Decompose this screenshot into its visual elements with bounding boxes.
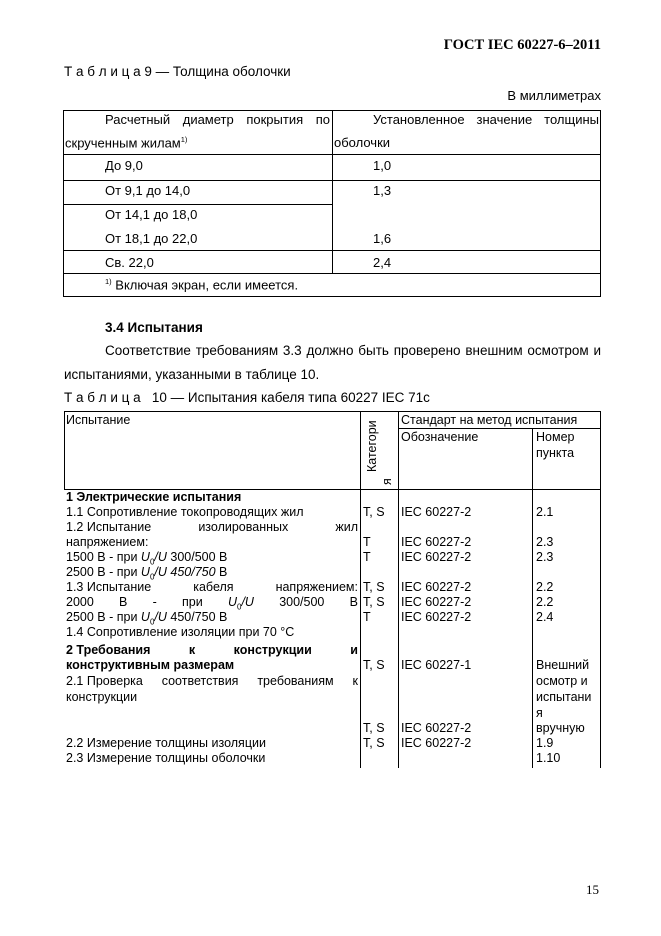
test-word <box>228 595 254 615</box>
table9-header-thickness-line2: оболочки <box>334 135 391 150</box>
table10-category-cell: T, S <box>363 580 385 594</box>
table10-clause-cell: вручную <box>536 721 585 735</box>
section-paragraph-line1 <box>105 343 601 358</box>
table10-clause-cell: я <box>536 706 543 720</box>
test-text: 450/750 В <box>166 610 228 624</box>
voltage-symbol: /U <box>154 565 167 579</box>
table9-header-diameter-line1 <box>105 112 330 127</box>
voltage-subscript: 0 <box>149 557 155 567</box>
table10-category-cell: T, S <box>363 505 385 519</box>
test-word: 2000 <box>66 595 94 609</box>
table10-designation-cell: IEC 60227-2 <box>401 505 472 519</box>
table10-header-clause-line1: Номер <box>536 430 575 444</box>
table9-value-cell: 2,4 <box>373 255 392 270</box>
table9-header-thickness-line1 <box>373 112 599 127</box>
table10-designation-cell: IEC 60227-1 <box>401 658 472 672</box>
table10-category-cell: T, S <box>363 736 385 750</box>
table10-designation-cell: IEC 60227-2 <box>401 535 472 549</box>
header-word: диаметр <box>182 112 234 127</box>
table10-test-cell <box>66 520 358 535</box>
test-word: изолированных <box>198 520 289 534</box>
table10-header-standard: Стандарт на метод испытания <box>401 413 578 427</box>
header-word: толщины <box>544 112 599 127</box>
test-text: 2500 В - при <box>66 610 141 624</box>
paragraph-word: быть <box>358 343 389 358</box>
header-word: покрытия <box>246 112 304 127</box>
table10-designation-cell: IEC 60227-2 <box>401 580 472 594</box>
table10 <box>64 411 601 768</box>
voltage-symbol: /U <box>154 550 167 564</box>
test-word: 2 Требования <box>66 643 151 657</box>
test-word: 2.1 Проверка <box>66 674 143 688</box>
header-word: Расчетный <box>105 112 171 127</box>
table10-test-cell <box>66 580 358 595</box>
test-word: соответствия <box>161 674 239 688</box>
table10-header-test: Испытание <box>66 413 131 427</box>
table10-clause-cell: Внешний <box>536 658 590 672</box>
paragraph-word: должно <box>306 343 354 358</box>
table9-value-cell: 1,0 <box>373 158 392 173</box>
table9-range-cell: От 9,1 до 14,0 <box>105 183 191 198</box>
voltage-symbol: U <box>140 565 150 579</box>
table10-caption: Т а б л и ц а 10 — Испытания кабеля типа 60227 IEC 71c <box>64 390 430 405</box>
voltage-symbol: U <box>227 595 237 609</box>
table10-header-clause-line2: пункта <box>536 446 575 460</box>
table10-clause-cell: 2.2 <box>536 580 554 594</box>
paragraph-word: внешним <box>465 343 523 358</box>
table9-range-cell: До 9,0 <box>105 158 143 173</box>
table10-test-cell <box>66 674 358 689</box>
test-word: 1.2 Испытание <box>66 520 152 534</box>
test-text: 450/750 <box>166 565 216 579</box>
test-word: к <box>188 643 196 657</box>
voltage-subscript: 0 <box>237 602 242 612</box>
table9-column-divider <box>332 110 333 273</box>
table10-clause-cell: 2.3 <box>536 550 554 564</box>
paragraph-word: проверено <box>393 343 461 358</box>
paragraph-word: требованиям <box>195 343 279 358</box>
table10-test-cell: 1.4 Сопротивление изоляции при 70 °С <box>66 625 295 639</box>
section-heading: 3.4 Испытания <box>105 320 203 335</box>
table10-category-cell: T <box>363 550 371 564</box>
section-paragraph-line2: испытаниями, указанными в таблице 10. <box>64 367 320 382</box>
voltage-symbol: U <box>140 610 150 624</box>
test-text: 2500 В - при <box>66 565 141 579</box>
table10-category-cell: T, S <box>363 721 385 735</box>
test-word: 300/500 <box>279 595 325 609</box>
table9-row-line <box>63 204 333 205</box>
table10-clause-cell: осмотр и <box>536 674 588 688</box>
footnote-marker: 1) <box>180 135 188 144</box>
table9-row-line <box>63 180 601 181</box>
table10-category-cell: T <box>363 535 371 549</box>
footnote-text: Включая экран, если имеется. <box>115 277 299 293</box>
test-word: требованиям <box>257 674 334 688</box>
test-word: 1.3 Испытание <box>66 580 152 594</box>
test-word: при <box>182 595 203 609</box>
document-standard-header: ГОСТ IEC 60227-6–2011 <box>443 37 601 53</box>
test-word: - <box>152 595 157 609</box>
table10-designation-cell: IEC 60227-2 <box>401 595 472 609</box>
header-word: значение <box>476 112 533 127</box>
table9-units: В миллиметрах <box>507 88 601 103</box>
table9-header-diameter-line2 <box>65 135 187 150</box>
test-word: и <box>350 643 358 657</box>
table10-category-cell: T, S <box>363 595 385 609</box>
table10-test-cell <box>66 643 358 658</box>
header-word: Установленное <box>373 112 465 127</box>
table10-divider-category <box>398 411 399 768</box>
table9-border-bottom <box>63 296 601 297</box>
table10-designation-cell: IEC 60227-2 <box>401 736 472 750</box>
table9-value-cell: 1,6 <box>373 231 392 246</box>
table10-border-top <box>64 411 601 412</box>
test-text: 1500 В - при <box>66 550 141 564</box>
table9-footnote <box>105 277 298 292</box>
paragraph-word: Соответствие <box>105 343 191 358</box>
table9-value-cell: 1,3 <box>373 183 392 198</box>
table10-designation-cell: IEC 60227-2 <box>401 610 472 624</box>
test-text: 300/500 В <box>166 550 228 564</box>
table10-subheader-line <box>398 428 601 429</box>
table10-clause-cell: 2.4 <box>536 610 554 624</box>
paragraph-word: 3.3 <box>282 343 302 358</box>
table10-clause-cell: испытани <box>536 690 592 704</box>
table10-test-cell: напряжением: <box>66 535 149 549</box>
table9-caption: Т а б л и ц а 9 — Толщина оболочки <box>64 64 291 79</box>
table9-border-right <box>600 110 601 297</box>
footnote-marker: 1) <box>105 277 112 286</box>
test-word: напряжением: <box>275 580 358 594</box>
table10-test-cell: 1.1 Сопротивление токопроводящих жил <box>66 505 304 519</box>
table10-border-left <box>64 411 65 490</box>
test-word: В <box>119 595 128 609</box>
table9-range-cell: От 18,1 до 22,0 <box>105 231 198 246</box>
table10-clause-cell: 2.3 <box>536 535 554 549</box>
test-text: В <box>215 565 228 579</box>
table10-test-cell: 2.2 Измерение толщины изоляции <box>66 736 266 750</box>
test-word: кабеля <box>193 580 234 594</box>
table10-divider-test <box>360 411 361 768</box>
table9-row-line <box>63 273 601 274</box>
table9-row-line <box>63 154 601 155</box>
table10-category-cell: T <box>363 610 371 624</box>
table10-clause-cell: 2.1 <box>536 505 554 519</box>
test-word: конструкции <box>233 643 312 657</box>
table9 <box>63 110 601 297</box>
test-word: к <box>352 674 358 688</box>
table10-test-cell: 2.3 Измерение толщины оболочки <box>66 751 266 765</box>
test-word: жил <box>335 520 358 534</box>
table10-header-category-line2: я <box>380 478 394 485</box>
voltage-symbol: U <box>140 550 150 564</box>
table9-range-cell: От 14,1 до 18,0 <box>105 207 198 222</box>
table10-header-category-line1: Категори <box>365 420 379 472</box>
table10-clause-cell: 2.2 <box>536 595 554 609</box>
test-word: В <box>349 595 358 609</box>
table10-divider-designation <box>532 428 533 768</box>
table10-test-cell: конструктивным размерам <box>66 658 235 672</box>
table10-designation-cell: IEC 60227-2 <box>401 721 472 735</box>
voltage-subscript: 0 <box>149 572 155 582</box>
table10-category-cell: T, S <box>363 658 385 672</box>
table10-clause-cell: 1.10 <box>536 751 561 765</box>
paragraph-word: и <box>593 343 601 358</box>
table10-header-designation: Обозначение <box>401 430 479 444</box>
table10-clause-cell: 1.9 <box>536 736 554 750</box>
table10-test-cell: 1 Электрические испытания <box>66 490 242 504</box>
voltage-symbol: /U <box>241 595 254 609</box>
voltage-subscript: 0 <box>149 617 155 627</box>
page-number: 15 <box>586 882 599 897</box>
table10-test-cell: конструкции <box>66 690 138 704</box>
table10-border-right <box>600 411 601 768</box>
table9-row-line <box>63 250 601 251</box>
voltage-symbol: /U <box>154 610 167 624</box>
header-text: скрученным жилам <box>65 135 181 151</box>
header-word: по <box>315 112 330 127</box>
paragraph-word: осмотром <box>527 343 589 358</box>
table9-range-cell: Св. 22,0 <box>105 255 154 270</box>
table10-designation-cell: IEC 60227-2 <box>401 550 472 564</box>
